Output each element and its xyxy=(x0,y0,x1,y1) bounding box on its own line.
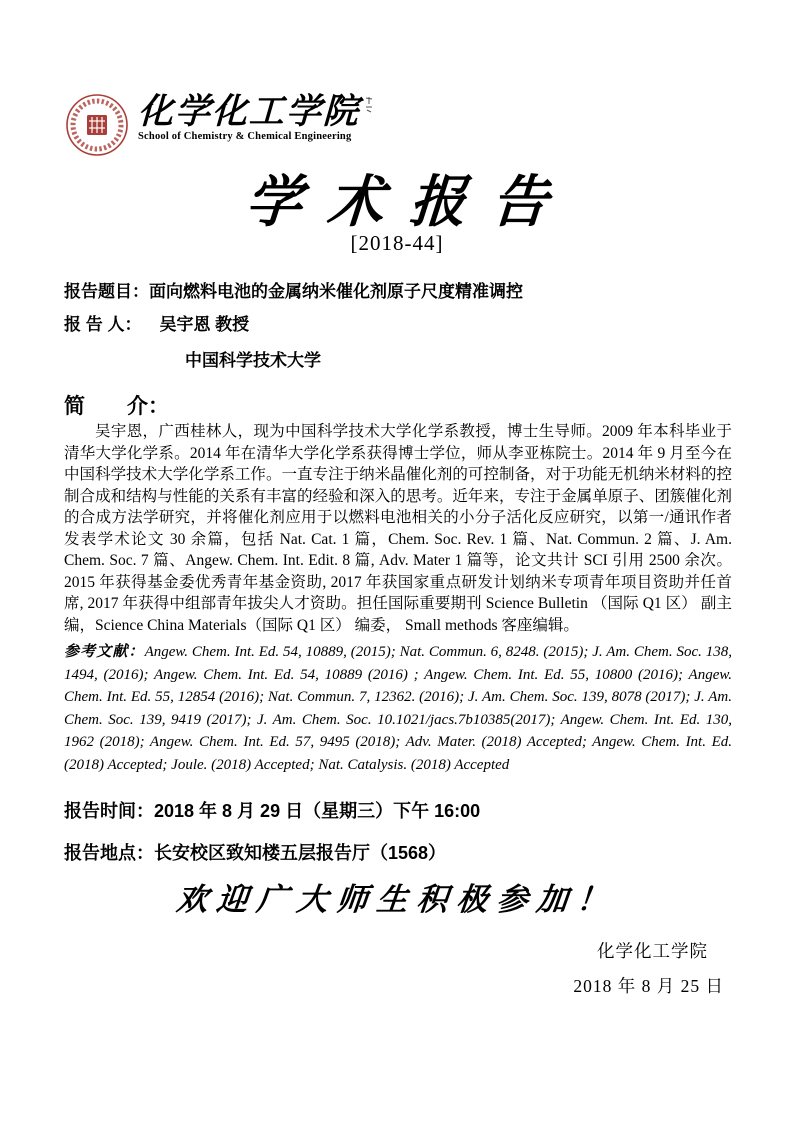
issue-number: [2018-44] xyxy=(350,231,444,255)
page-title: 学术报告 xyxy=(243,172,576,234)
footer-organization: 化学化工学院 xyxy=(597,941,708,961)
speaker-affiliation: 中国科学技术大学 xyxy=(185,351,321,370)
school-name-en: School of Chemistry & Chemical Engineering xyxy=(138,131,352,142)
speaker-label: 报 告 人： xyxy=(64,315,142,334)
report-time-label: 报告时间： xyxy=(64,801,154,821)
school-name-cn: 化学化工学院 xyxy=(137,92,361,131)
speaker-line xyxy=(64,314,734,336)
speaker-bio-paragraph: 吴宇恩，广西桂林人，现为中国科学技术大学化学系教授，博士生导师。2009 年本科毕业于清华大学化学系。2014 年在清华大学化学系获得博士学位，师从李亚栋院士。2014 年 9 月至今在中国科学技术大学化学系工作。一直专注于纳米晶催化剂的可控制备，对于功能无机纳米材料的控制合成和结构与性能的关系有丰富的经验和深入的思考。近年来，专注于金属单原子、团簇催化剂的合成方法学研究，并将催化剂应用于以燃料电池相关的小分子活化反应研究，以第一/通讯作者发表学术论文 30 余篇，包括 Nat. Cat. 1 篇，Chem. Soc. Rev. 1 篇、Nat. Commun. 2 篇、J. Am. Chem. Soc. 7 篇、Angew. Chem. Int. Edit. 8 篇, Adv. Mater 1 篇等，论文共计 SCI 引用 2500 余次。2015 年获得基金委优秀青年基金资助, 2017 年获国家重点研发计划纳米专项青年项目资助并任首席, 2017 年获得中组部青年拔尖人才资助。担任国际重要期刊 Science Bulletin （国际 Q1 区） 副主编，Science China Materials（国际 Q1 区） 编委， Small methods 客座编辑。 xyxy=(64,423,732,634)
report-time-line xyxy=(64,797,734,823)
references-paragraph xyxy=(64,641,732,776)
calligraphy-signature-mark xyxy=(364,96,374,119)
school-logo xyxy=(64,92,374,158)
report-venue: 长安校区致知楼五层报告厅（1568） xyxy=(154,843,447,863)
report-venue-label: 报告地点： xyxy=(64,843,154,863)
references-text: Angew. Chem. Int. Ed. 54, 10889, (2015); Nat. Commun. 6, 8248. (2015); J. Am. Chem. Soc. 138, 1494, (2016); Angew. Chem. Int. Ed. 54, 10889 (2016) ; Angew. Chem. Int. Ed. 55, 10800 (2016); Angew. Chem. Int. Ed. 55, 12854 (2016); Nat. Commun. 7, 12362. (2016); J. Am. Chem. Soc. 139, 8078 (2017); J. Am. Chem. Soc. 139, 9419 (2017); J. Am. Chem. Soc. 10.1021/jacs.7b10385(2017); Angew. Chem. Int. Ed. 130, 1962 (2018); Angew. Chem. Int. Ed. 57, 9495 (2018); Adv. Mater. (2018) Accepted; Angew. Chem. Int. Ed. (2018) Accepted; Joule. (2018) Accepted; Nat. Catalysis. (2018) Accepted xyxy=(64,644,732,773)
school-logo-text xyxy=(138,92,374,142)
speaker-name: 吴宇恩 教授 xyxy=(159,315,250,334)
report-topic-label: 报告题目： xyxy=(64,282,149,301)
intro-heading: 简 介： xyxy=(64,395,169,418)
welcome-message: 欢迎广大师生积极参加！ xyxy=(174,882,619,917)
references-label: 参考文献： xyxy=(64,644,145,660)
report-venue-line xyxy=(64,839,734,865)
report-topic-line xyxy=(64,281,734,303)
report-time: 2018 年 8 月 29 日（星期三）下午 16:00 xyxy=(154,801,481,821)
report-topic: 面向燃料电池的金属纳米催化剂原子尺度精准调控 xyxy=(149,282,523,301)
footer-date: 2018 年 8 月 25 日 xyxy=(573,976,724,996)
school-seal-icon xyxy=(64,92,130,158)
